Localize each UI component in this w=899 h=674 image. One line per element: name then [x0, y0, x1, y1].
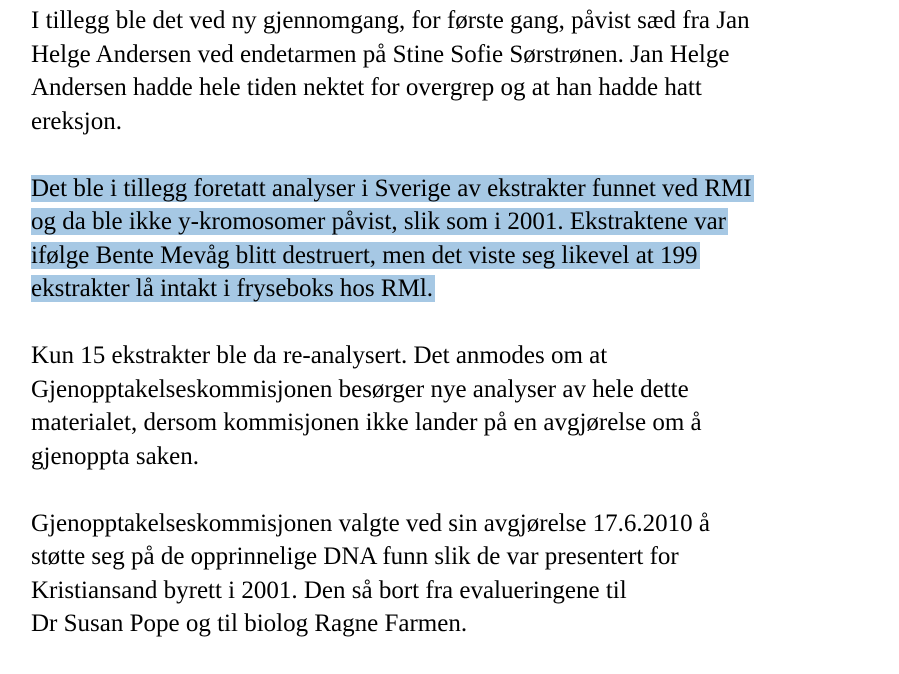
- paragraph-2-selected[interactable]: [31, 172, 891, 306]
- text-line: Dr Susan Pope og til biolog Ragne Farmen.: [31, 610, 468, 637]
- selected-text-line[interactable]: og da ble ikke y-kromosomer påvist, slik som i 2001. Ekstraktene var: [31, 208, 727, 235]
- text-line: Andersen hadde hele tiden nektet for overgrep og at han hadde hatt: [31, 74, 702, 101]
- text-line: ereksjon.: [31, 107, 122, 135]
- document-body: [31, 4, 891, 674]
- text-line: Gjenopptakelseskommisjonen besørger nye analyser av hele dette: [31, 375, 689, 403]
- text-line: Kun 15 ekstrakter ble da re-analysert. Det anmodes om at: [31, 342, 608, 369]
- selected-text-line[interactable]: ifølge Bente Mevåg blitt destruert, men det viste seg likevel at 199: [31, 241, 698, 269]
- paragraph-1: [31, 4, 891, 138]
- text-line: materialet, dersom kommisjonen ikke lander på en avgjørelse om å: [31, 409, 702, 436]
- selected-text-line[interactable]: ekstrakter lå intakt i fryseboks hos RMl.: [31, 275, 434, 302]
- text-line: støtte seg på de opprinnelige DNA funn slik de var presentert for: [31, 543, 679, 570]
- selected-text-line[interactable]: Det ble i tillegg foretatt analyser i Sverige av ekstrakter funnet ved RMI: [31, 174, 752, 202]
- text-line: gjenoppta saken.: [31, 442, 200, 470]
- text-line: I tillegg ble det ved ny gjennomgang, for første gang, påvist sæd fra Jan: [31, 7, 750, 34]
- paragraph-3: [31, 339, 891, 473]
- text-line: Gjenopptakelseskommisjonen valgte ved sin avgjørelse 17.6.2010 å: [31, 509, 711, 537]
- text-line: Kristiansand byrett i 2001. Den så bort fra evalueringene til: [31, 576, 627, 604]
- paragraph-4: [31, 507, 891, 641]
- text-line: Helge Andersen ved endetarmen på Stine Sofie Sørstrønen. Jan Helge: [31, 40, 730, 68]
